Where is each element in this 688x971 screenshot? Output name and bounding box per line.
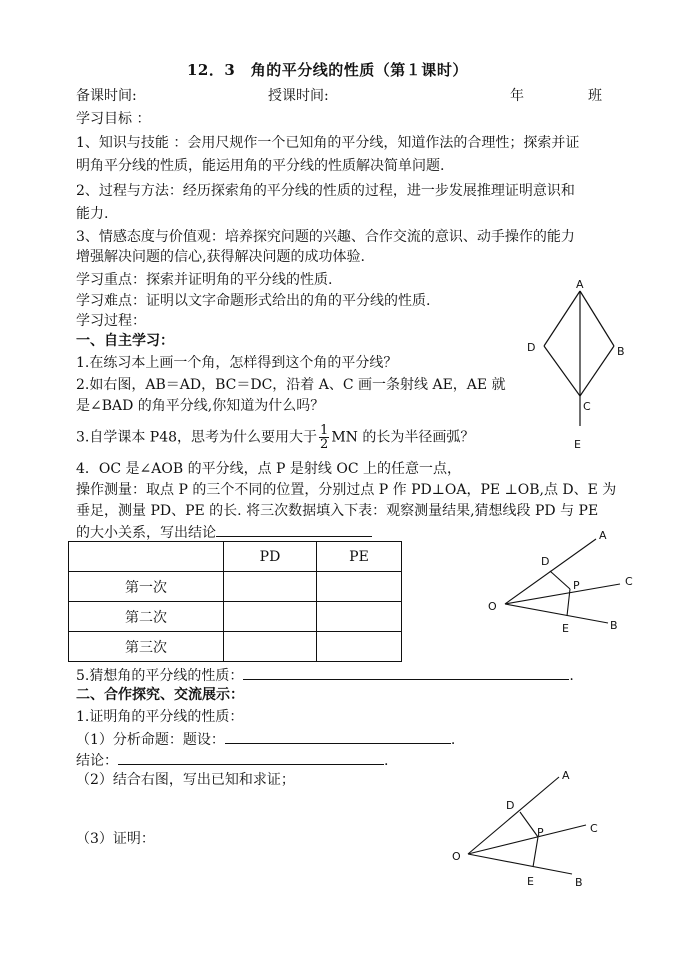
question-3-before: 3.自学课本 P48，思考为什么要用大于	[76, 429, 318, 446]
angle2-label-e: E	[527, 875, 534, 888]
angle1-label-o: O	[488, 600, 497, 613]
table-cell-pd[interactable]	[224, 632, 317, 662]
question-5-text: 5.猜想角的平分线的性质：	[76, 668, 244, 684]
page-title: 12．3 角的平分线的性质（第１课时）	[187, 61, 468, 79]
kite-label-a: A	[576, 278, 584, 291]
teach-time-label: 授课时间:	[268, 88, 329, 104]
table-cell-pe[interactable]	[317, 602, 402, 632]
measurement-table	[68, 541, 402, 662]
section-cooperative: 二、合作探究、交流展示：	[76, 687, 244, 703]
kite-label-b: B	[617, 345, 625, 358]
class-label: 班	[588, 88, 602, 104]
conclusion-answer-blank[interactable]	[118, 750, 384, 765]
segment-ab	[580, 291, 614, 346]
kite-label-c: C	[583, 400, 591, 413]
angle2-label-b: B	[575, 876, 583, 889]
angle1-label-e: E	[562, 622, 569, 635]
proof-item-1: 1.证明角的平分线的性质：	[76, 709, 244, 725]
question-4-line1: 4．OC 是∠AOB 的平分线，点 P 是射线 OC 上的任意一点，	[76, 461, 462, 477]
angle2-label-c: C	[590, 822, 598, 835]
fraction-numerator: 1	[320, 423, 329, 438]
table-row-label: 第三次	[69, 632, 224, 662]
property-blank[interactable]	[243, 665, 569, 680]
table-row-label: 第二次	[69, 602, 224, 632]
ray-ob	[505, 604, 608, 623]
angle2-label-p: P	[537, 826, 544, 839]
table-row	[69, 572, 402, 602]
key-point: 学习重点：探索并证明角的平分线的性质.	[76, 272, 333, 288]
table-header-cell: PE	[317, 542, 402, 572]
angle2-label-o: O	[452, 850, 461, 863]
angle1-label-p: P	[573, 579, 580, 592]
goal1-line2: 明角平分线的性质，能运用角的平分线的性质解决简单问题.	[76, 158, 445, 174]
proof-given: （2）结合右图，写出已知和求证；	[76, 772, 295, 788]
segment-ad	[544, 291, 580, 346]
goals-label: 学习目标 ：	[76, 111, 151, 127]
table-cell-pd[interactable]	[224, 572, 317, 602]
ray-ob	[468, 854, 572, 874]
table-cell-pe[interactable]	[317, 632, 402, 662]
question-2-line1: 2.如右图，AB＝AD，BC＝DC，沿着 A、C 画一条射线 AE，AE 就	[76, 377, 506, 393]
table-header-cell	[69, 542, 224, 572]
angle-figure-1	[480, 525, 640, 645]
conclusion-label: 结论：	[76, 753, 118, 769]
goal1-line1: 1、知识与技能 ：会用尺规作一个已知角的平分线，知道作法的合理性；探索并证	[76, 135, 580, 151]
question-4-line3: 垂足，测量 PD、PE 的长. 将三次数据填入下表：观察测量结果,猜想线段 PD 与 PE	[76, 503, 599, 519]
conclusion-blank[interactable]	[216, 522, 372, 537]
perpendicular-pd	[520, 812, 538, 837]
prep-time-label: 备课时间:	[76, 88, 137, 104]
question-3	[76, 424, 474, 451]
perpendicular-pe	[533, 837, 538, 867]
question-3-after: MN 的长为半径画弧？	[331, 429, 475, 446]
hypothesis-blank[interactable]	[225, 729, 451, 744]
goal3-line2: 增强解决问题的信心,获得解决问题的成功体验.	[76, 249, 365, 265]
fraction-denominator: 2	[320, 437, 329, 452]
section-self-study: 一、自主学习：	[76, 333, 174, 349]
angle1-label-b: B	[610, 619, 618, 632]
question-5	[76, 665, 574, 686]
question-5-end: .	[569, 668, 574, 684]
goal3-line1: 3、情感态度与价值观：培养探究问题的兴趣、合作交流的意识、动手操作的能力	[76, 229, 575, 245]
proof-analyze-end: .	[450, 732, 456, 748]
kite-label-e: E	[574, 438, 581, 451]
fraction-half	[319, 424, 329, 451]
kite-figure	[520, 274, 640, 454]
table-header-row	[69, 542, 402, 572]
difficulty: 学习难点：证明以文字命题形式给出的角的平分线的性质.	[76, 293, 431, 309]
angle2-label-a: A	[562, 769, 570, 782]
table-row	[69, 632, 402, 662]
table-row-label: 第一次	[69, 572, 224, 602]
perpendicular-pd	[550, 571, 570, 589]
grade-label: 年	[510, 88, 524, 104]
table-header-cell: PD	[224, 542, 317, 572]
proof-label: （3）证明：	[76, 831, 155, 847]
kite-label-d: D	[527, 341, 536, 354]
learning-process-label: 学习过程：	[76, 313, 146, 329]
angle1-label-d: D	[541, 555, 550, 568]
conclusion-line	[76, 750, 388, 771]
angle-figure-2	[446, 763, 616, 893]
table-cell-pe[interactable]	[317, 572, 402, 602]
question-1: 1.在练习本上画一个角，怎样得到这个角的平分线？	[76, 355, 398, 371]
question-4-line2: 操作测量：取点 P 的三个不同的位置，分别过点 P 作 PD⊥OA，PE ⊥OB,点 D、E 为	[76, 482, 617, 498]
table-cell-pd[interactable]	[224, 602, 317, 632]
conclusion-end: .	[384, 753, 389, 769]
question-2-line2: 是∠BAD 的角平分线,你知道为什么吗？	[76, 398, 325, 414]
ray-oc	[505, 584, 620, 604]
goal2-line2: 能力.	[76, 206, 109, 222]
angle1-label-c: C	[625, 575, 633, 588]
goal2-line1: 2、过程与方法：经历探索角的平分线的性质的过程，进一步发展推理证明意识和	[76, 183, 575, 199]
segment-bc	[580, 346, 614, 396]
table-row	[69, 602, 402, 632]
angle2-label-d: D	[506, 799, 515, 812]
question-4-line4-text: 的大小关系，写出结论	[76, 525, 216, 541]
proof-analyze-text: （1）分析命题：题设：	[76, 732, 225, 748]
angle1-label-a: A	[599, 529, 607, 542]
proof-analyze	[76, 729, 455, 750]
segment-dc	[544, 346, 580, 396]
question-4-line4	[76, 522, 372, 543]
